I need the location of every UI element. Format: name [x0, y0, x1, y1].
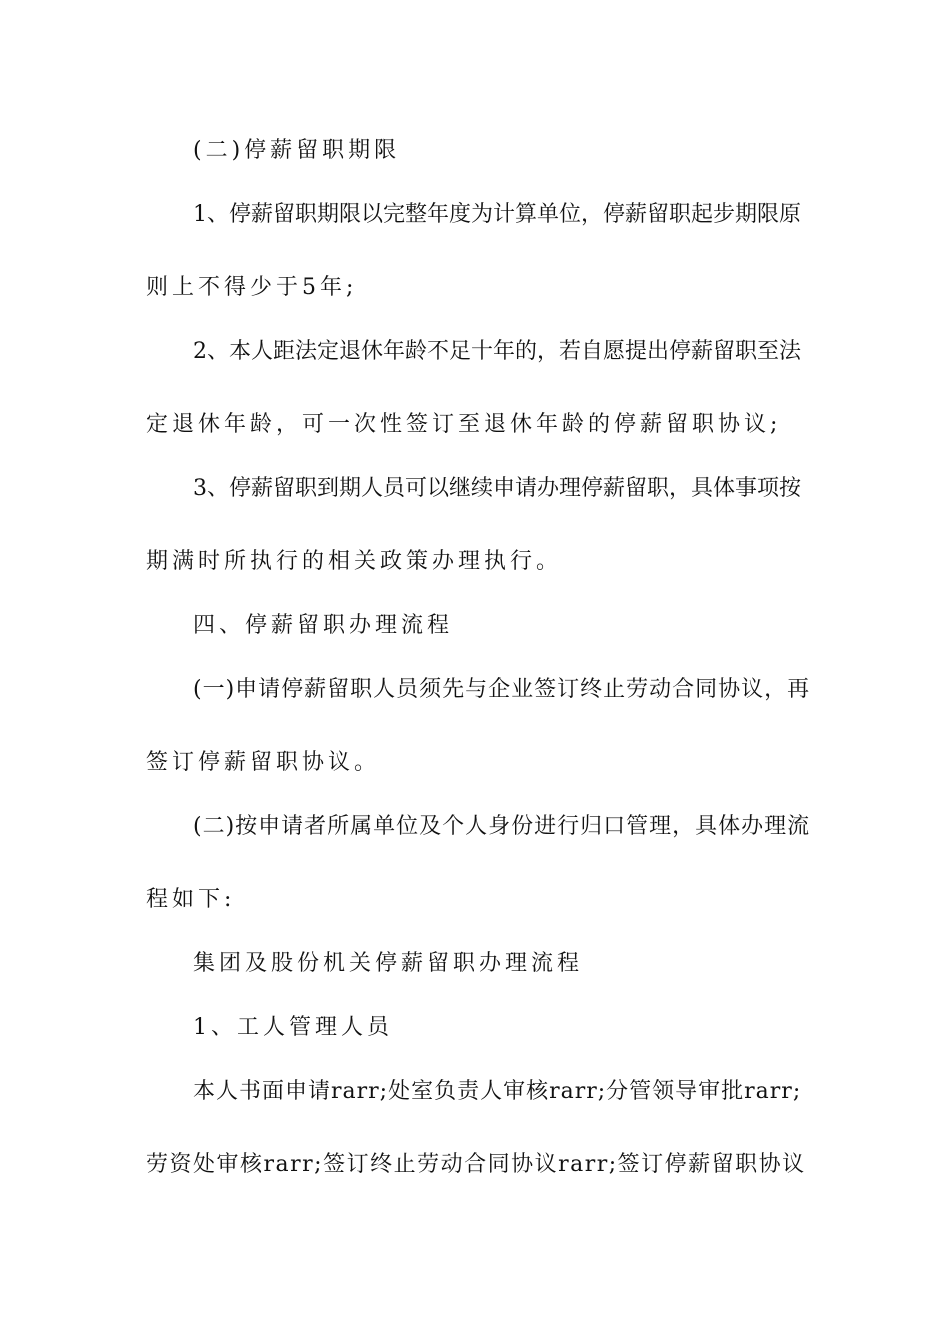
- section-heading-process: 四、停薪留职办理流程: [193, 613, 454, 638]
- paragraph-line: 本人书面申请rarr;处室负责人审核rarr;分管领导审批rarr;: [193, 1079, 802, 1104]
- paragraph-line: 期满时所执行的相关政策办理执行。: [146, 549, 563, 574]
- paragraph-line: 则上不得少于5年;: [146, 275, 358, 300]
- paragraph-line: 定退休年龄，可一次性签订至退休年龄的停薪留职协议;: [146, 412, 782, 437]
- paragraph-line: 2、本人距法定退休年龄不足十年的，若自愿提出停薪留职至法: [193, 339, 801, 364]
- paragraph-line: 1、停薪留职期限以完整年度为计算单位，停薪留职起步期限原: [193, 202, 801, 227]
- subheading-workers: 1、工人管理人员: [193, 1015, 393, 1040]
- paragraph-line: 劳资处审核rarr;签订终止劳动合同协议rarr;签订停薪留职协议: [146, 1152, 806, 1177]
- section-heading-period: (二)停薪留职期限: [193, 138, 401, 163]
- paragraph-line: (二)按申请者所属单位及个人身份进行归口管理，具体办理流: [193, 814, 811, 839]
- paragraph-line: 签订停薪留职协议。: [146, 750, 381, 775]
- paragraph-line: 3、停薪留职到期人员可以继续申请办理停薪留职，具体事项按: [193, 476, 801, 501]
- subheading-group-process: 集团及股份机关停薪留职办理流程: [193, 951, 584, 976]
- paragraph-line: 程如下:: [146, 887, 236, 912]
- paragraph-line: (一)申请停薪留职人员须先与企业签订终止劳动合同协议，再: [193, 677, 811, 702]
